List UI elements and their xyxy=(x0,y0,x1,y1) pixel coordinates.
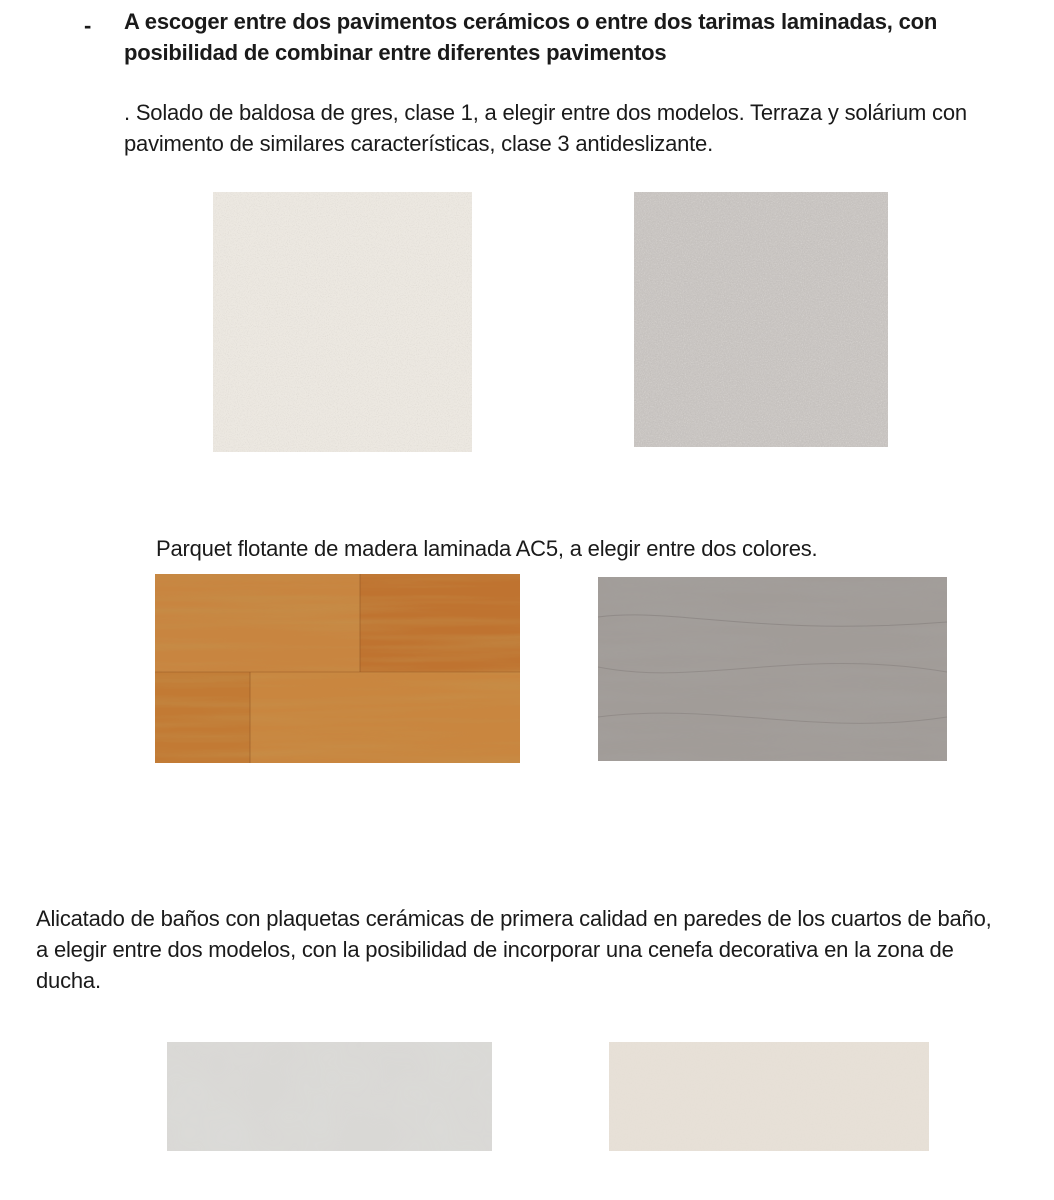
cream-stone-tile-swatch xyxy=(213,192,472,452)
grey-stone-tile-swatch xyxy=(634,192,888,447)
beige-wall-tile-swatch xyxy=(609,1042,929,1151)
light-grey-wall-tile-swatch xyxy=(167,1042,492,1151)
bathroom-tiling-description: Alicatado de baños con plaquetas cerámicas de primera calidad en paredes de los cuartos de baño, a elegir entre dos modelos, con la posibilidad de incorporar una cenefa decorativa en la zona de ducha. xyxy=(36,906,992,993)
section-heading: A escoger entre dos pavimentos cerámicos o entre dos tarimas laminadas, con posibilidad de combinar entre diferentes pavimentos xyxy=(124,9,938,65)
oak-laminate-swatch xyxy=(155,574,520,763)
grey-laminate-swatch xyxy=(598,577,947,761)
ceramic-floor-description: . Solado de baldosa de gres, clase 1, a elegir entre dos modelos. Terraza y solárium con pavimento de similares características, clase 3 antideslizante. xyxy=(124,100,967,156)
bullet-marker: - xyxy=(84,13,92,38)
parquet-description: Parquet flotante de madera laminada AC5, a elegir entre dos colores. xyxy=(156,536,818,561)
